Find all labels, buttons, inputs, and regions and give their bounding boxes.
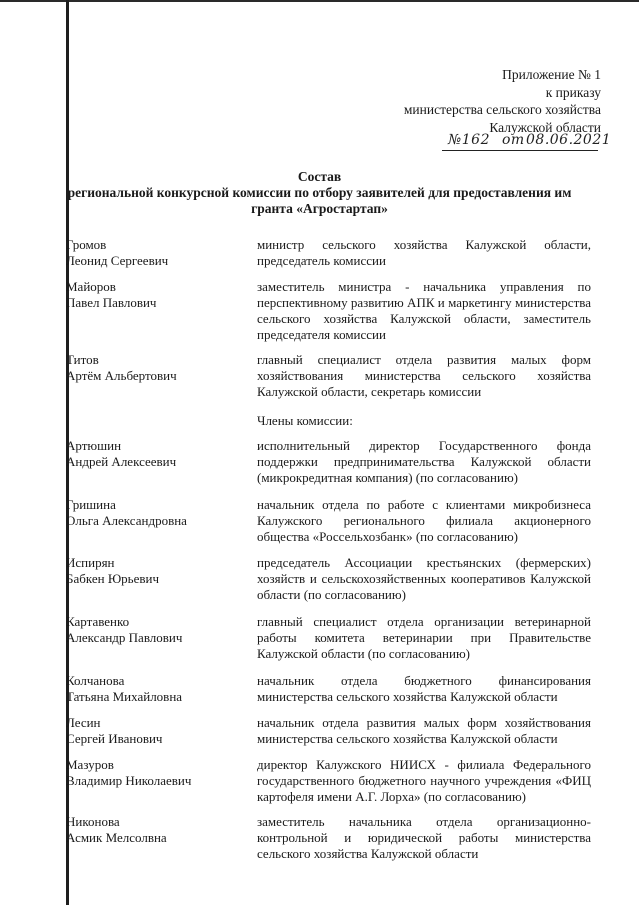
- member-role: заместитель начальника отдела организационно-контрольной и юридической работы министерства сельского хозяйства Калужской области: [257, 814, 591, 861]
- appendix-line-3: министерства сельского хозяйства: [403, 102, 601, 117]
- member-name: [66, 614, 236, 646]
- member-name: [66, 438, 236, 470]
- member-name: [66, 237, 236, 269]
- member-given-names: Бабкен Юрьевич: [66, 571, 160, 586]
- document-title-line-1: региональной конкурсной комиссии по отбору заявителей для предоставления им: [67, 185, 572, 200]
- member-name: [66, 279, 236, 311]
- member-name: [66, 673, 236, 705]
- order-date: 08.06.2021: [526, 132, 612, 148]
- member-role: главный специалист отдела развития малых форм хозяйствования министерства сельского хозяйства Калужской области, секретарь комиссии: [257, 352, 591, 399]
- member-surname: Испирян: [66, 555, 115, 570]
- member-given-names: Ольга Александровна: [66, 513, 187, 528]
- member-role: исполнительный директор Государственного фонда поддержки предпринимательства Калужской области (микрокредитная компания) (по согласованию): [257, 438, 591, 485]
- order-date-prefix: от: [502, 132, 525, 148]
- member-name: [66, 757, 236, 789]
- member-given-names: Андрей Алексеевич: [66, 454, 177, 469]
- member-surname: Мазуров: [66, 757, 114, 772]
- member-role: заместитель министра - начальника управления по перспективному развитию АПК и маркетингу министерства сельского хозяйства Калужской области, заместитель председателя комиссии: [257, 279, 591, 342]
- member-given-names: Асмик Мелсолвна: [66, 830, 167, 845]
- member-surname: Громов: [66, 237, 107, 252]
- member-given-names: Владимир Николаевич: [66, 773, 192, 788]
- member-given-names: Татьяна Михайловна: [66, 689, 183, 704]
- member-role: главный специалист отдела организации ветеринарной работы комитета ветеринарии при Правительстве Калужской области (по согласованию): [257, 614, 591, 661]
- member-surname: Артюшин: [66, 438, 122, 453]
- member-name: [66, 497, 236, 529]
- member-surname: Майоров: [66, 279, 116, 294]
- member-name: [66, 814, 236, 846]
- member-surname: Лесин: [66, 715, 101, 730]
- order-number-line: [442, 132, 612, 151]
- member-given-names: Леонид Сергеевич: [66, 253, 169, 268]
- member-given-names: Артём Альбертович: [66, 368, 177, 383]
- member-name: [66, 555, 236, 587]
- scan-top-edge: [0, 0, 639, 2]
- member-name: [66, 352, 236, 384]
- member-role: начальник отдела бюджетного финансирования министерства сельского хозяйства Калужской области: [257, 673, 591, 704]
- appendix-line-2: к приказу: [545, 84, 601, 100]
- appendix-line-1: Приложение № 1: [502, 67, 601, 82]
- document-heading: Состав: [297, 169, 342, 184]
- member-surname: Картавенко: [66, 614, 130, 629]
- appendix-block: [404, 66, 601, 136]
- member-given-names: Александр Павлович: [66, 630, 183, 645]
- member-surname: Никонова: [66, 814, 120, 829]
- member-role: начальник отдела по работе с клиентами микробизнеса Калужского регионального филиала акционерного общества «Россельхозбанк» (по согласованию): [257, 497, 591, 544]
- members-heading: Члены комиссии:: [257, 413, 353, 428]
- document-title-line-2: гранта «Агростартап»: [251, 201, 388, 216]
- member-role: министр сельского хозяйства Калужской области, председатель комиссии: [257, 237, 591, 268]
- appendix-line-4: Калужской области: [489, 119, 601, 135]
- member-given-names: Сергей Иванович: [66, 731, 163, 746]
- member-name: [66, 715, 236, 747]
- member-surname: Гришина: [66, 497, 116, 512]
- member-given-names: Павел Павлович: [66, 295, 157, 310]
- member-role: председатель Ассоциации крестьянских (фермерских) хозяйств и сельскохозяйственных кооперативов Калужской области (по согласованию): [257, 555, 591, 602]
- member-role: директор Калужского НИИСХ - филиала Федерального государственного бюджетного научного учреждения «ФИЦ картофеля имени А.Г. Лорха» (по согласованию): [257, 757, 591, 804]
- member-surname: Колчанова: [66, 673, 125, 688]
- member-surname: Титов: [66, 352, 99, 367]
- member-role: начальник отдела развития малых форм хозяйствования министерства сельского хозяйства Калужской области: [257, 715, 591, 746]
- order-number: №162: [448, 132, 490, 148]
